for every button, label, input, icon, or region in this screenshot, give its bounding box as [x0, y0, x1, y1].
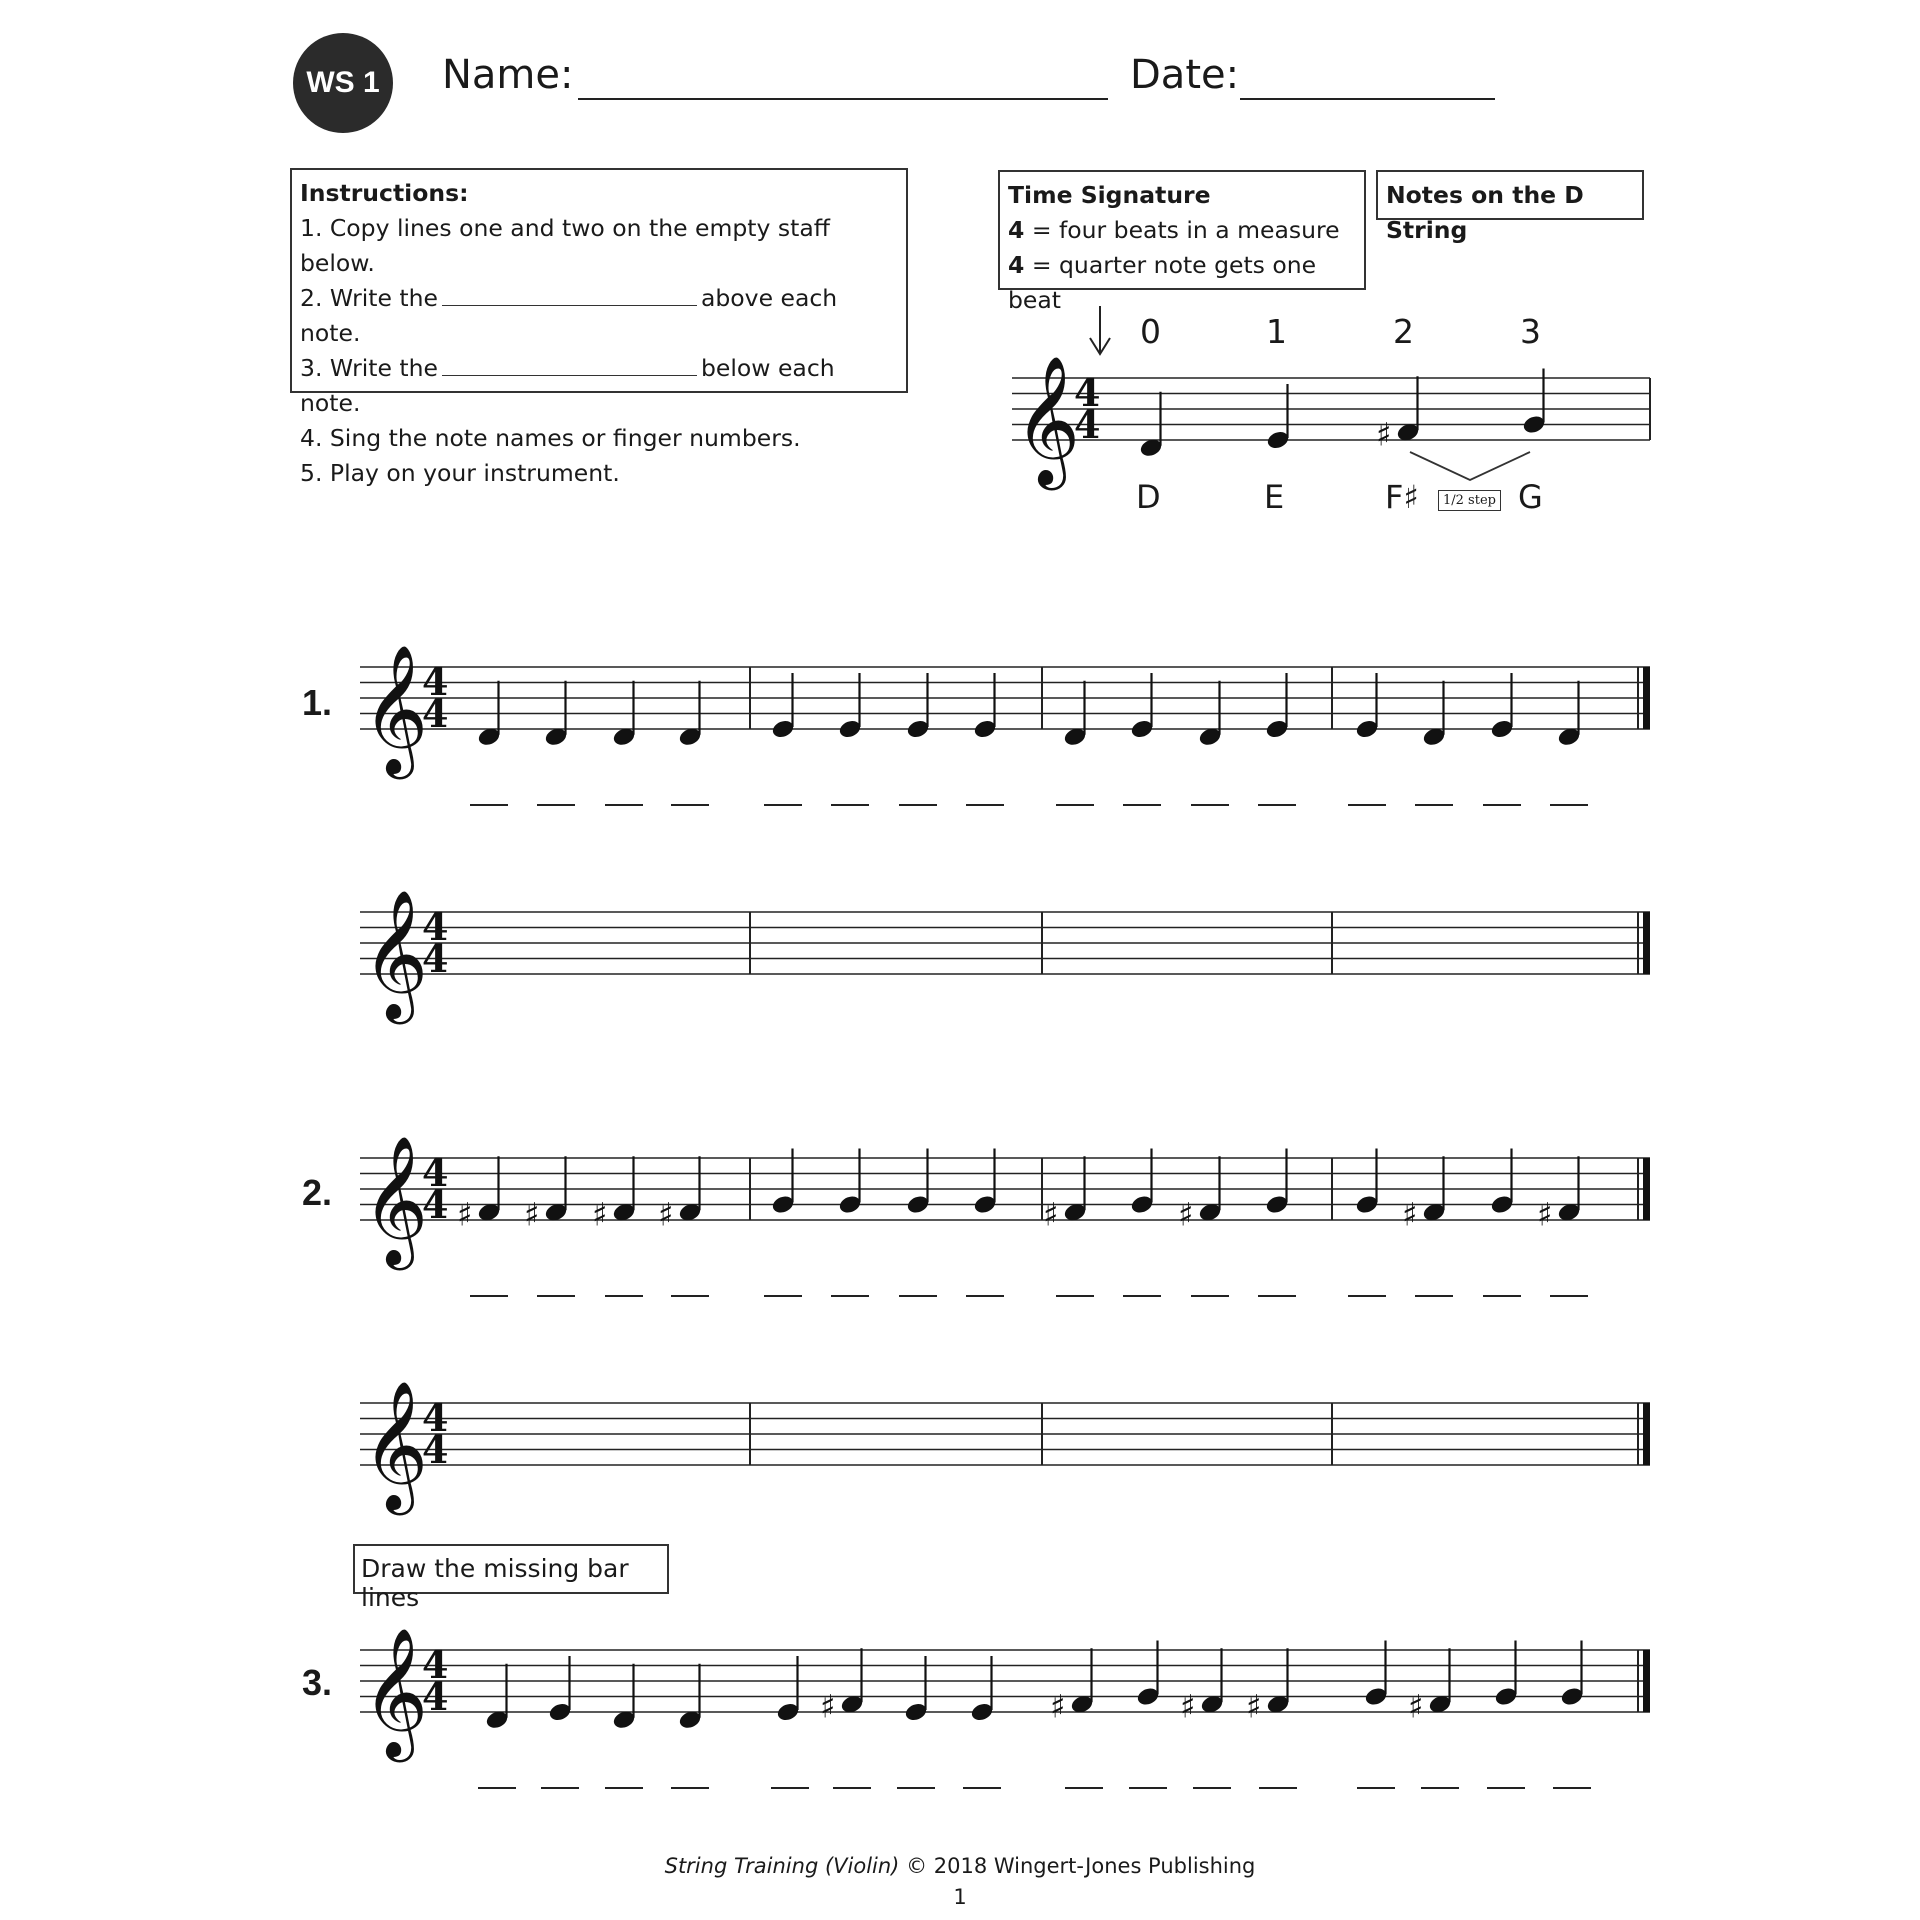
final-barline	[1643, 1403, 1650, 1465]
sharp-icon: ♯	[1402, 1195, 1418, 1234]
finger-number-0: 0	[1140, 312, 1161, 351]
note-name-f-sharp: F♯	[1385, 478, 1419, 516]
instruction-5: 5. Play on your instrument.	[300, 459, 620, 487]
time-signature-icon	[422, 904, 448, 981]
note-f-sharp	[1178, 1156, 1223, 1233]
note-f-sharp	[1537, 1156, 1582, 1233]
bar-lines-instruction: Draw the missing bar lines	[361, 1554, 629, 1612]
row-2-staff	[360, 1135, 1650, 1296]
final-barline	[1643, 1650, 1650, 1712]
svg-text:4: 4	[422, 1642, 449, 1687]
note-f-sharp	[592, 1156, 637, 1233]
note-name-e: E	[1264, 478, 1285, 516]
sharp-icon: ♯	[524, 1195, 540, 1234]
svg-text:4: 4	[422, 1427, 449, 1472]
footer-credit: String Training (Violin) © 2018 Wingert-Jones Publishing	[664, 1854, 1256, 1878]
row-2-label: 2.	[302, 1172, 333, 1213]
time-signature-icon	[1074, 370, 1100, 447]
final-barline	[1643, 667, 1650, 729]
svg-text:4: 4	[1074, 370, 1101, 415]
sharp-icon: ♯	[820, 1687, 836, 1726]
time-signature-title: Time Signature	[1008, 181, 1211, 209]
sharp-icon: ♯	[1043, 1195, 1059, 1234]
time-signature-icon	[422, 1150, 448, 1227]
d-string-title: Notes on the D String	[1386, 181, 1584, 244]
note-f-sharp	[1180, 1648, 1225, 1725]
sharp-icon: ♯	[457, 1195, 473, 1234]
sharp-icon: ♯	[1180, 1687, 1196, 1726]
svg-text:4: 4	[422, 1150, 449, 1195]
instruction-1: 1. Copy lines one and two on the empty staff below.	[300, 214, 830, 277]
half-step-bracket	[1410, 452, 1530, 480]
row-1-label: 1.	[302, 682, 333, 723]
note-name-d: D	[1136, 478, 1161, 516]
empty-staff-2	[360, 1380, 1650, 1516]
time-signature-icon	[422, 659, 448, 736]
note-f-sharp	[524, 1156, 569, 1233]
sharp-icon: ♯	[1537, 1195, 1553, 1234]
svg-text:4: 4	[422, 936, 449, 981]
treble-clef-icon: 𝄞	[1014, 355, 1081, 485]
empty-staff-1	[360, 889, 1650, 1025]
row-3-label: 3.	[302, 1662, 333, 1703]
svg-text:4: 4	[422, 1182, 449, 1227]
date-label: Date:	[1130, 52, 1240, 98]
note-f-sharp	[1402, 1156, 1447, 1233]
sharp-icon: ♯	[1376, 415, 1392, 454]
svg-text:4: 4	[422, 1395, 449, 1440]
sharp-icon: ♯	[1246, 1687, 1262, 1726]
note-f-sharp	[1408, 1648, 1453, 1725]
instructions-title: Instructions:	[300, 179, 469, 207]
note-name-g: G	[1518, 478, 1543, 516]
treble-clef-icon: 𝄞	[362, 1380, 429, 1510]
instruction-3: 3. Write the below each note.	[300, 354, 835, 417]
page-number: 1	[953, 1885, 967, 1909]
time-signature-icon	[422, 1395, 448, 1472]
note-f-sharp	[457, 1156, 502, 1233]
note-f-sharp	[1050, 1648, 1095, 1725]
time-signature-line-2: 4 = quarter note gets one beat	[1008, 251, 1317, 314]
row-1-staff	[360, 644, 1650, 805]
sharp-icon: ♯	[1408, 1687, 1424, 1726]
sharp-icon: ♯	[1050, 1687, 1066, 1726]
sharp-icon: ♯	[592, 1195, 608, 1234]
d-string-staff	[1012, 306, 1650, 491]
instruction-2: 2. Write the above each note.	[300, 284, 838, 347]
badge-label: WS 1	[306, 66, 380, 99]
svg-text:4: 4	[1074, 402, 1101, 447]
time-signature-icon	[422, 1642, 448, 1719]
finger-number-2: 2	[1393, 312, 1414, 351]
treble-clef-icon: 𝄞	[362, 644, 429, 774]
name-label: Name:	[442, 52, 574, 98]
note-f-sharp	[1246, 1648, 1291, 1725]
final-barline	[1643, 912, 1650, 974]
time-signature-line-1: 4 = four beats in a measure	[1008, 216, 1340, 244]
svg-text:4: 4	[422, 659, 449, 704]
instruction-4: 4. Sing the note names or finger numbers.	[300, 424, 801, 452]
note-f-sharp	[820, 1648, 865, 1725]
final-barline	[1643, 1158, 1650, 1220]
sharp-icon: ♯	[658, 1195, 674, 1234]
treble-clef-icon: 𝄞	[362, 1627, 429, 1757]
note-f-sharp	[1376, 376, 1421, 453]
note-f-sharp	[658, 1156, 703, 1233]
half-step-label: 1/2 step	[1438, 490, 1501, 511]
svg-text:4: 4	[422, 904, 449, 949]
note-f-sharp	[1043, 1156, 1088, 1233]
svg-text:4: 4	[422, 1674, 449, 1719]
treble-clef-icon: 𝄞	[362, 889, 429, 1019]
treble-clef-icon: 𝄞	[362, 1135, 429, 1265]
finger-number-1: 1	[1266, 312, 1287, 351]
row-3-staff	[360, 1627, 1650, 1788]
finger-number-3: 3	[1520, 312, 1541, 351]
svg-text:4: 4	[422, 691, 449, 736]
sharp-icon: ♯	[1178, 1195, 1194, 1234]
